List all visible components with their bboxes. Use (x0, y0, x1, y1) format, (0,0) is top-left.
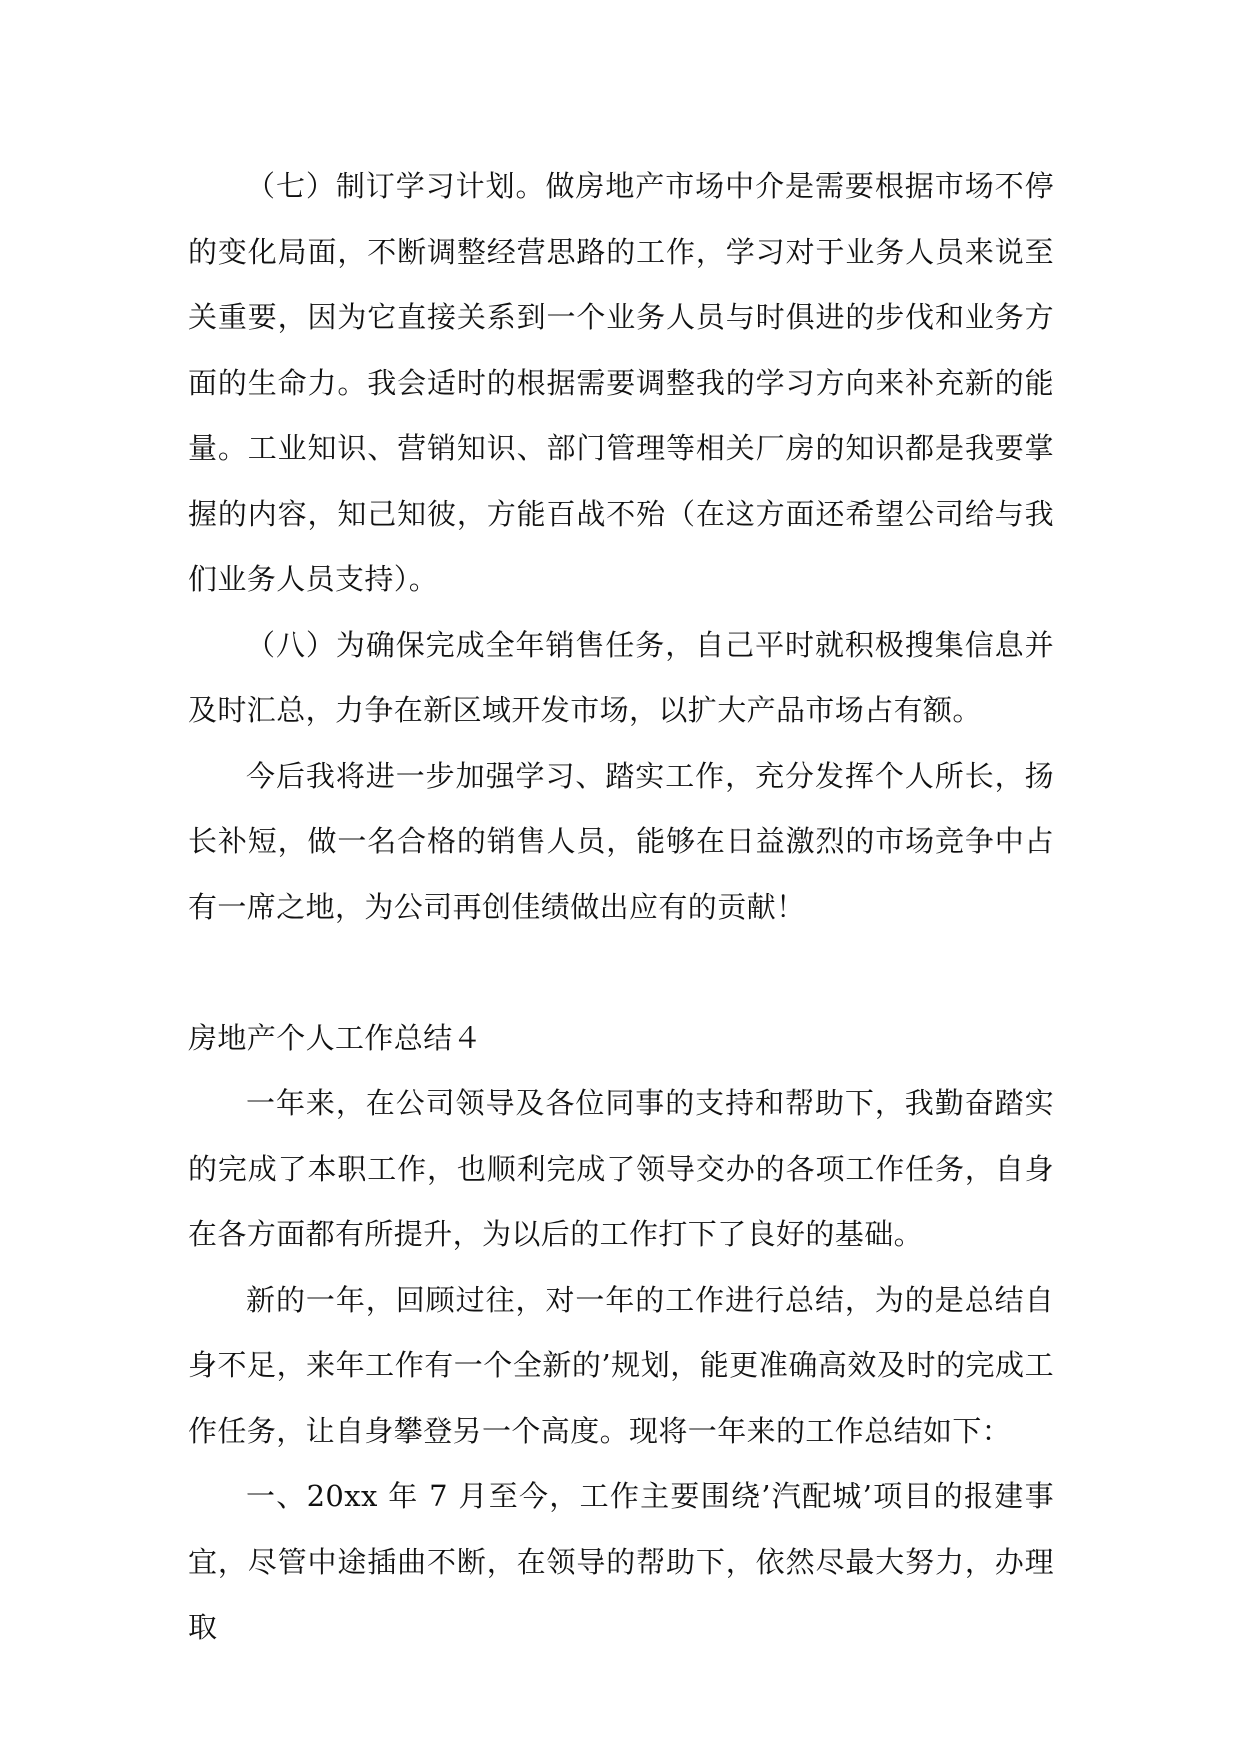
paragraph-future-plan: 今后我将进一步加强学习、踏实工作，充分发挥个人所长，扬长补短，做一名合格的销售人员，能够在日益激烈的市场竞争中占有一席之地，为公司再创佳绩做出应有的贡献！ (188, 758, 1054, 924)
paragraph-item-one: 一、20xx 年 7 月至今，工作主要围绕’汽配城’项目的报建事宜，尽管中途插曲不断，在领导的帮助下，依然尽最大努力，办理取 (188, 1479, 1054, 1644)
document-body (188, 154, 1054, 1661)
paragraph-study-plan: （七）制订学习计划。做房地产市场中介是需要根据市场不停的变化局面，不断调整经营思路的工作，学习对于业务人员来说至关重要，因为它直接关系到一个业务人员与时俱进的步伐和业务方面的生命力。我会适时的根据需要调整我的学习方向来补充新的能量。工业知识、营销知识、部门管理等相关厂房的知识都是我要掌握的内容，知己知彼，方能百战不殆（在这方面还希望公司给与我们业务人员支持）。 (188, 169, 1054, 596)
paragraph-year-review: 一年来，在公司领导及各位同事的支持和帮助下，我勤奋踏实的完成了本职工作，也顺利完成了领导交办的各项工作任务，自身在各方面都有所提升，为以后的工作打下了良好的基础。 (188, 1086, 1054, 1251)
paragraph-new-year: 新的一年，回顾过往，对一年的工作进行总结，为的是总结自身不足，来年工作有一个全新的’规划，能更准确高效及时的完成工作任务，让自身攀登另一个高度。现将一年来的工作总结如下： (188, 1282, 1054, 1448)
paragraph-sales-task: （八）为确保完成全年销售任务，自己平时就积极搜集信息并及时汇总，力争在新区域开发市场，以扩大产品市场占有额。 (188, 627, 1054, 727)
section-title: 房地产个人工作总结４ (188, 1020, 483, 1055)
section-spacer (188, 940, 1054, 1006)
